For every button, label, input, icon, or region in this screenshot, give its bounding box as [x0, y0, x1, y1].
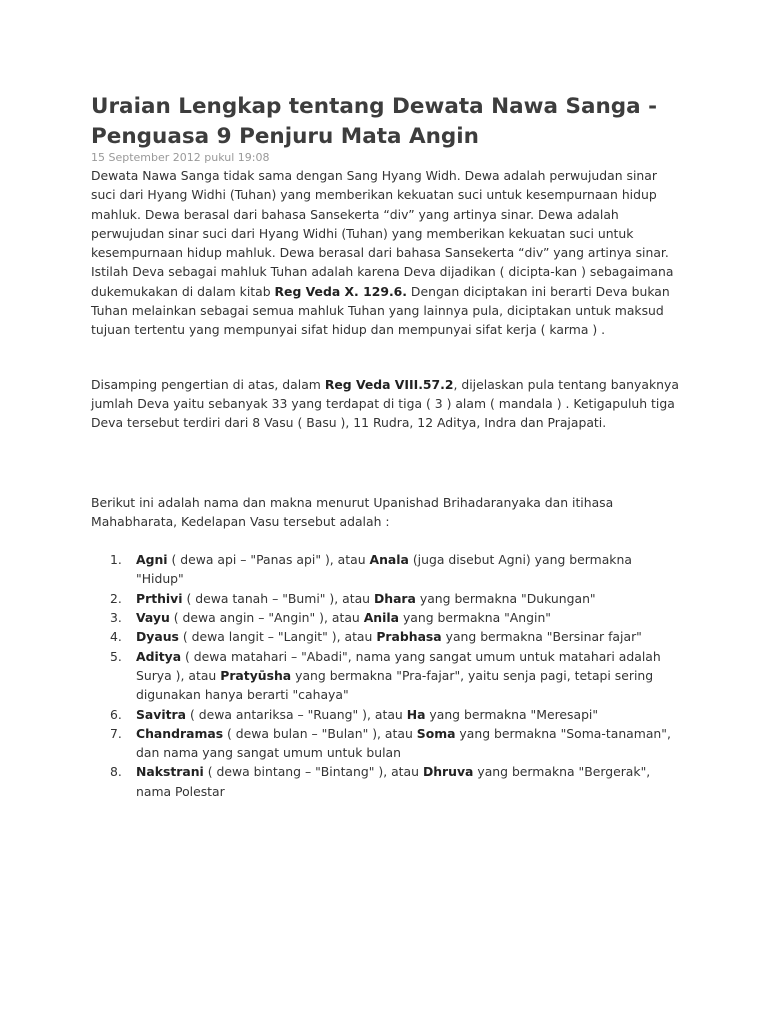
- vasu-meaning: yang bermakna "Pra-fajar", yaitu senja pagi, tetapi sering digunakan hanya berarti "cahaya": [136, 667, 654, 703]
- list-item: [91, 647, 683, 705]
- vasu-desc: ( dewa langit – "Langit" ), atau: [178, 629, 377, 645]
- vasu-list: [91, 550, 683, 801]
- list-item: [91, 608, 683, 627]
- list-item: [91, 589, 683, 608]
- paragraph-list-intro: Berikut ini adalah nama dan makna menurut Upanishad Brihadaranyaka dan itihasa Mahabharata, Kedelapan Vasu tersebut adalah :: [91, 494, 614, 529]
- vasu-desc: ( dewa angin – "Angin" ), atau: [169, 610, 364, 626]
- vasu-desc: ( dewa bulan – "Bulan" ), atau: [223, 725, 417, 741]
- vasu-name: Nakstrani: [136, 764, 204, 780]
- vasu-meaning: yang bermakna "Bersinar fajar": [441, 629, 642, 645]
- vasu-desc: ( dewa antariksa – "Ruang" ), atau: [186, 706, 407, 722]
- list-number: 3.: [110, 610, 122, 626]
- article-title: Uraian Lengkap tentang Dewata Nawa Sanga - Penguasa 9 Penjuru Mata Angin: [91, 94, 658, 149]
- paragraph-text: Dengan diciptakan ini berarti Deva bukan Tuhan melainkan sebagai semua mahluk Tuhan yang lainnya pula, diciptakan untuk maksud tujuan tertentu yang mempunyai sifat hidup dan mempunyai sifat kerja ( karma ) .: [91, 283, 670, 338]
- list-item: [91, 724, 683, 763]
- list-number: 7.: [110, 725, 122, 741]
- vasu-name: Vayu: [136, 610, 170, 626]
- vasu-name: Aditya: [136, 648, 182, 664]
- vasu-meaning: yang bermakna "Dukungan": [415, 590, 596, 606]
- citation-reg-veda-x: Reg Veda X. 129.6.: [274, 283, 407, 299]
- vasu-alt-name: Dhruva: [422, 764, 474, 780]
- vasu-name: Chandramas: [136, 725, 224, 741]
- paragraph-intro: [91, 166, 683, 340]
- vasu-meaning: (juga disebut Agni) yang bermakna "Hidup": [136, 552, 632, 587]
- citation-reg-veda-viii: Reg Veda VIII.57.2: [324, 376, 454, 392]
- list-item: [91, 762, 683, 801]
- vasu-meaning: yang bermakna "Soma-tanaman", dan nama yang sangat umum untuk bulan: [136, 725, 671, 761]
- vasu-desc: ( dewa bintang – "Bintang" ), atau: [203, 764, 423, 780]
- list-number: 1.: [110, 552, 122, 568]
- vasu-alt-name: Ha: [406, 706, 426, 722]
- vasu-desc: ( dewa matahari – "Abadi", nama yang sangat umum untuk matahari adalah Surya ), atau: [136, 648, 661, 683]
- vasu-meaning: yang bermakna "Bergerak", nama Polestar: [136, 764, 651, 799]
- list-number: 6.: [110, 706, 122, 722]
- publish-date: 15 September 2012 pukul 19:08: [91, 151, 270, 164]
- vasu-name: Dyaus: [136, 629, 179, 645]
- vasu-meaning: yang bermakna "Meresapi": [425, 706, 599, 722]
- paragraph-deva-count: [91, 375, 683, 433]
- vasu-alt-name: Dhara: [373, 590, 416, 606]
- list-item: [91, 627, 683, 646]
- paragraph-text: Dewata Nawa Sanga tidak sama dengan Sang Hyang Widh. Dewa adalah perwujudan sinar suci dari Hyang Widhi (Tuhan) yang memberikan kekuatan suci untuk kesempurnaan hidup mahluk. Dewa berasal dari bahasa Sansekerta “div” yang artinya sinar. Dewa adalah perwujudan sinar suci dari Hyang Widhi (Tuhan) yang memberikan kekuatan suci untuk kesempurnaan hidup mahluk. Dewa berasal dari bahasa Sansekerta “div” yang artinya sinar. Istilah Deva sebagai mahluk Tuhan adalah karena Deva dijadikan ( dicipta-kan ) sebagaimana dukemukakan di dalam kitab: [91, 168, 674, 299]
- paragraph-text: , dijelaskan pula tentang banyaknya jumlah Deva yaitu sebanyak 33 yang terdapat di tiga ( 3 ) alam ( mandala ) . Ketigapuluh tiga Deva tersebut terdiri dari 8 Vasu ( Basu ), 11 Rudra, 12 Aditya, Indra dan Prajapati.: [91, 376, 679, 431]
- list-number: 8.: [110, 764, 122, 780]
- list-item: [91, 550, 683, 589]
- vasu-name: Agni: [136, 552, 168, 568]
- vasu-name: Savitra: [136, 706, 187, 722]
- paragraph-text: Disamping pengertian di atas, dalam: [91, 376, 325, 392]
- list-number: 4.: [110, 629, 122, 645]
- vasu-name: Prthivi: [136, 590, 183, 606]
- vasu-meaning: yang bermakna "Angin": [399, 610, 551, 626]
- list-number: 2.: [110, 590, 122, 606]
- vasu-alt-name: Anala: [369, 552, 409, 568]
- vasu-desc: ( dewa tanah – "Bumi" ), atau: [182, 590, 374, 606]
- vasu-alt-name: Soma: [416, 725, 456, 741]
- list-number: 5.: [110, 648, 122, 664]
- vasu-alt-name: Pratyūsha: [220, 667, 292, 683]
- list-item: [91, 705, 683, 724]
- article: [91, 92, 683, 801]
- vasu-alt-name: Prabhasa: [376, 629, 442, 645]
- vasu-desc: ( dewa api – "Panas api" ), atau: [167, 552, 370, 568]
- vasu-alt-name: Anila: [363, 610, 399, 626]
